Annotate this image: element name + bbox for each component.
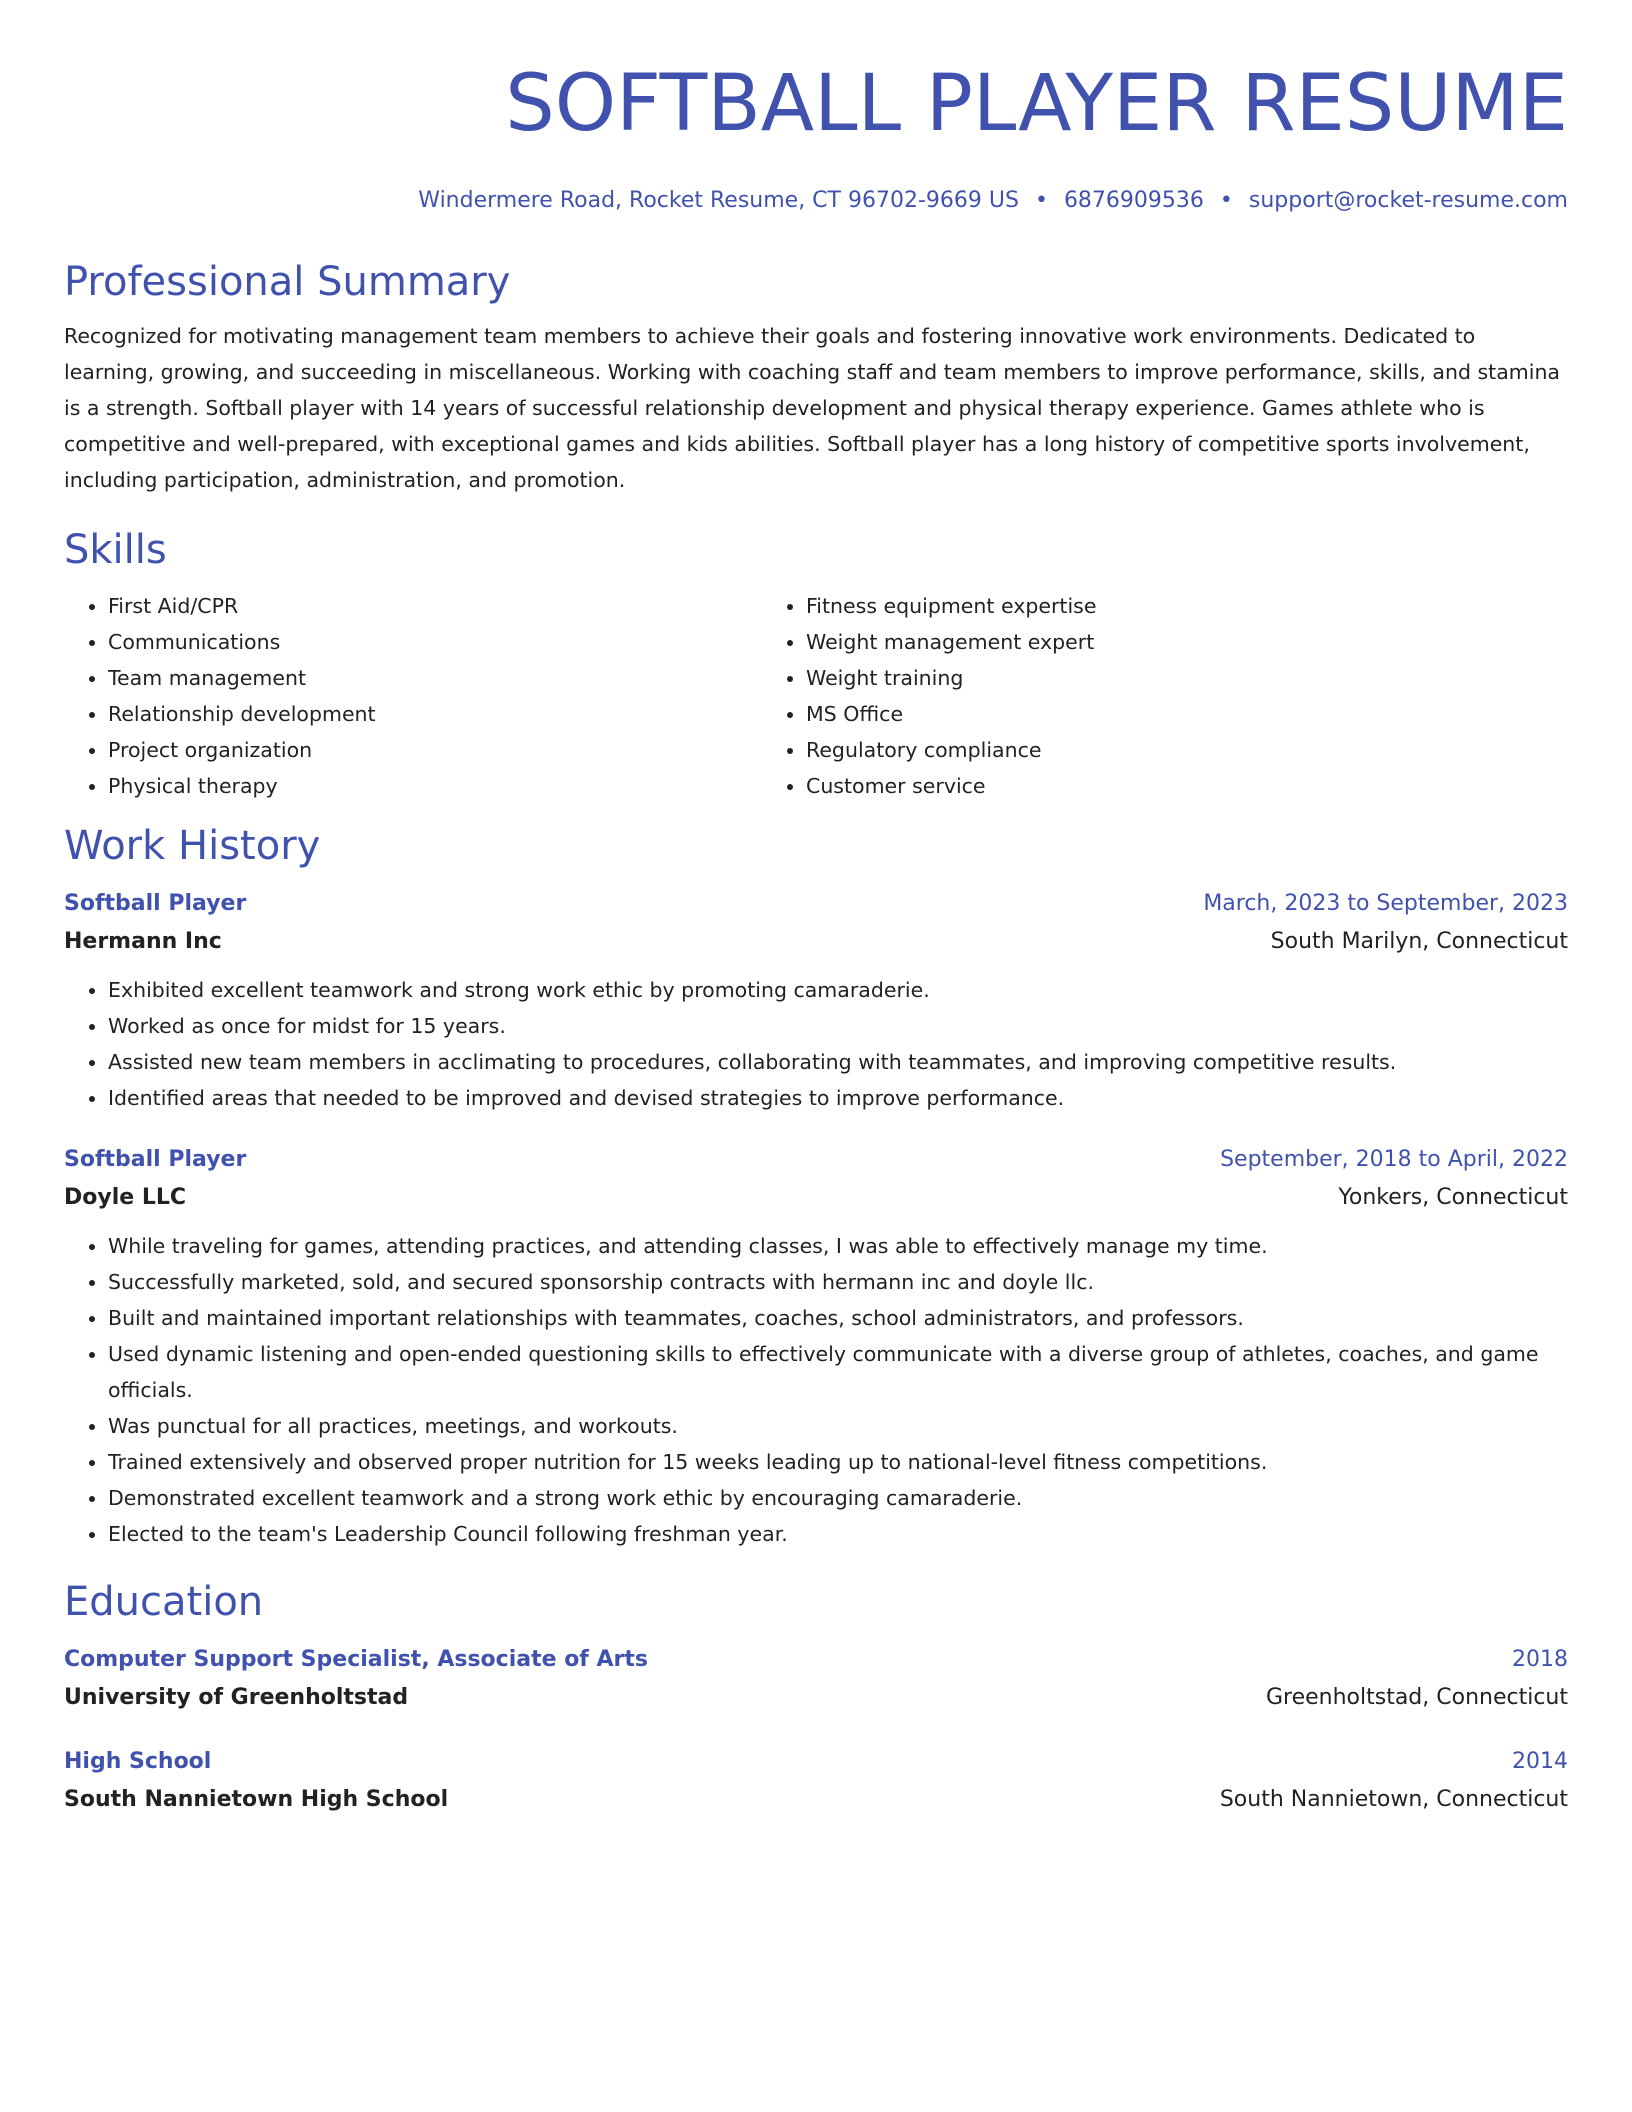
- job-bullet: • Built and maintained important relationships with teammates, coaches, school administrators, and professors.: [108, 1300, 1568, 1336]
- job-location: Yonkers, Connecticut: [1338, 1185, 1568, 1210]
- job-bullet: • Used dynamic listening and open-ended questioning skills to effectively communicate with a diverse group of athletes, coaches, and game officials.: [108, 1336, 1568, 1408]
- contact-line: [64, 186, 1568, 216]
- education-school-row: [64, 1780, 1568, 1820]
- education-year: 2018: [1512, 1647, 1568, 1672]
- email-link[interactable]: support@rocket-resume.com: [1248, 188, 1568, 213]
- skill-item: • Weight training: [806, 660, 1460, 696]
- skill-item: • Relationship development: [108, 696, 762, 732]
- job-bullets: [64, 1228, 1568, 1552]
- resume-title: SOFTBALL PLAYER RESUME: [505, 59, 1568, 149]
- skill-item: • First Aid/CPR: [108, 588, 762, 624]
- skills-heading: Skills: [64, 527, 167, 573]
- job-location: South Marilyn, Connecticut: [1270, 929, 1568, 954]
- skill-item: • Team management: [108, 660, 762, 696]
- education-school: University of Greenholtstad: [64, 1685, 409, 1710]
- job-bullet: • Identified areas that needed to be improved and devised strategies to improve performance.: [108, 1080, 1568, 1116]
- education-entry: [64, 1744, 1568, 1820]
- summary-text: Recognized for motivating management team members to achieve their goals and fostering innovative work environments. Dedicated to learning, growing, and succeeding in miscellaneous. Working with coaching staff and team members to improve performance, skills, and stamina is a strength. Softball player with 14 years of successful relationship development and physical therapy experience. Games athlete who is competitive and well-prepared, with exceptional games and kids abilities. Softball player has a long history of competitive sports involvement, including participation, administration, and promotion.: [64, 324, 1560, 492]
- education-degree: Computer Support Specialist, Associate of Arts: [64, 1647, 649, 1672]
- job-bullet: • Elected to the team's Leadership Council following freshman year.: [108, 1516, 1568, 1552]
- education-location: Greenholtstad, Connecticut: [1265, 1685, 1568, 1710]
- skill-item: • Weight management expert: [806, 624, 1460, 660]
- resume-header: [64, 0, 1568, 216]
- job-header-row: [64, 1142, 1568, 1178]
- education-location: South Nannietown, Connecticut: [1219, 1787, 1568, 1812]
- skill-item: • Regulatory compliance: [806, 732, 1460, 768]
- education-heading: Education: [64, 1579, 264, 1625]
- education-school: South Nannietown High School: [64, 1787, 449, 1812]
- job-bullet: • Exhibited excellent teamwork and strong work ethic by promoting camaraderie.: [108, 972, 1568, 1008]
- education-header-row: [64, 1642, 1568, 1678]
- job-company: Hermann Inc: [64, 929, 222, 954]
- education-header-row: [64, 1744, 1568, 1780]
- job-role: Softball Player: [64, 1147, 247, 1172]
- education-entry: [64, 1642, 1568, 1718]
- summary-heading: Professional Summary: [64, 259, 511, 305]
- skill-item: • Customer service: [806, 768, 1460, 804]
- education-degree: High School: [64, 1749, 212, 1774]
- resume-page: [64, 0, 1568, 1820]
- skill-item: • Fitness equipment expertise: [806, 588, 1460, 624]
- work-history-heading: Work History: [64, 823, 321, 869]
- phone: 6876909536: [1063, 188, 1204, 213]
- separator-dot: •: [1219, 188, 1233, 213]
- education-school-row: [64, 1678, 1568, 1718]
- job-bullet: • Assisted new team members in acclimating to procedures, collaborating with teammates, and improving competitive results.: [108, 1044, 1568, 1080]
- skills-list: [64, 588, 1568, 804]
- job-bullet: • While traveling for games, attending practices, and attending classes, I was able to effectively manage my time.: [108, 1228, 1568, 1264]
- job-bullet: • Was punctual for all practices, meetings, and workouts.: [108, 1408, 1568, 1444]
- job-bullets: [64, 972, 1568, 1116]
- skills-column-right: [762, 588, 1460, 804]
- job-header-row: [64, 886, 1568, 922]
- skill-item: • Communications: [108, 624, 762, 660]
- education-year: 2014: [1512, 1749, 1568, 1774]
- job-entry: [64, 1142, 1568, 1552]
- job-bullet: • Demonstrated excellent teamwork and a strong work ethic by encouraging camaraderie.: [108, 1480, 1568, 1516]
- skill-item: • Project organization: [108, 732, 762, 768]
- job-role: Softball Player: [64, 891, 247, 916]
- job-bullet: • Worked as once for midst for 15 years.: [108, 1008, 1568, 1044]
- job-company-row: [64, 922, 1568, 962]
- job-dates: March, 2023 to September, 2023: [1203, 891, 1568, 916]
- job-bullet: • Trained extensively and observed proper nutrition for 15 weeks leading up to national-level fitness competitions.: [108, 1444, 1568, 1480]
- job-entry: [64, 886, 1568, 1116]
- job-bullet: • Successfully marketed, sold, and secured sponsorship contracts with hermann inc and doyle llc.: [108, 1264, 1568, 1300]
- job-company: Doyle LLC: [64, 1185, 187, 1210]
- address: Windermere Road, Rocket Resume, CT 96702-9669 US: [418, 188, 1019, 213]
- skills-column-left: [64, 588, 762, 804]
- separator-dot: •: [1034, 188, 1048, 213]
- skill-item: • Physical therapy: [108, 768, 762, 804]
- job-dates: September, 2018 to April, 2022: [1220, 1147, 1568, 1172]
- skill-item: • MS Office: [806, 696, 1460, 732]
- job-company-row: [64, 1178, 1568, 1218]
